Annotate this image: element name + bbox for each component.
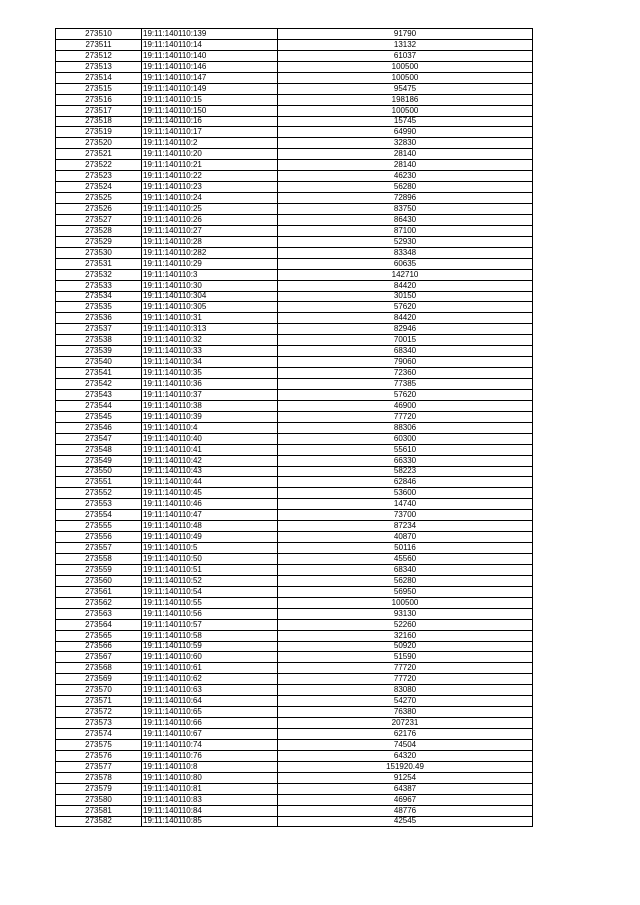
cadastral-number-cell: 19:11:140110:55	[142, 597, 278, 608]
row-number-cell: 273539	[56, 346, 142, 357]
value-cell: 46230	[278, 171, 533, 182]
table-row	[56, 794, 533, 805]
value-cell: 68340	[278, 564, 533, 575]
value-cell: 79060	[278, 357, 533, 368]
value-cell: 56280	[278, 182, 533, 193]
value-cell: 45560	[278, 554, 533, 565]
row-number-cell: 273556	[56, 532, 142, 543]
table-row	[56, 138, 533, 149]
value-cell: 100500	[278, 61, 533, 72]
cadastral-number-cell: 19:11:140110:146	[142, 61, 278, 72]
cadastral-number-cell: 19:11:140110:38	[142, 400, 278, 411]
value-cell: 61037	[278, 50, 533, 61]
row-number-cell: 273516	[56, 94, 142, 105]
row-number-cell: 273511	[56, 39, 142, 50]
table-row	[56, 564, 533, 575]
value-cell: 15745	[278, 116, 533, 127]
table-row	[56, 258, 533, 269]
table-row	[56, 302, 533, 313]
cadastral-number-cell: 19:11:140110:304	[142, 291, 278, 302]
cadastral-number-cell: 19:11:140110:37	[142, 389, 278, 400]
cadastral-number-cell: 19:11:140110:20	[142, 149, 278, 160]
value-cell: 95475	[278, 83, 533, 94]
cadastral-number-cell: 19:11:140110:60	[142, 652, 278, 663]
value-cell: 207231	[278, 718, 533, 729]
table-row	[56, 346, 533, 357]
table-row	[56, 368, 533, 379]
row-number-cell: 273549	[56, 455, 142, 466]
value-cell: 62846	[278, 477, 533, 488]
row-number-cell: 273523	[56, 171, 142, 182]
table-row	[56, 433, 533, 444]
table-row	[56, 696, 533, 707]
table-row	[56, 772, 533, 783]
table-row	[56, 204, 533, 215]
value-cell: 73700	[278, 510, 533, 521]
row-number-cell: 273579	[56, 783, 142, 794]
cadastral-number-cell: 19:11:140110:282	[142, 247, 278, 258]
table-row	[56, 521, 533, 532]
table-row	[56, 61, 533, 72]
row-number-cell: 273518	[56, 116, 142, 127]
table-row	[56, 324, 533, 335]
value-cell: 55610	[278, 444, 533, 455]
cadastral-number-cell: 19:11:140110:26	[142, 214, 278, 225]
value-cell: 40870	[278, 532, 533, 543]
cadastral-number-cell: 19:11:140110:15	[142, 94, 278, 105]
row-number-cell: 273575	[56, 739, 142, 750]
cadastral-number-cell: 19:11:140110:66	[142, 718, 278, 729]
cadastral-number-cell: 19:11:140110:28	[142, 236, 278, 247]
row-number-cell: 273537	[56, 324, 142, 335]
table-row	[56, 225, 533, 236]
value-cell: 53600	[278, 488, 533, 499]
row-number-cell: 273513	[56, 61, 142, 72]
table-row	[56, 149, 533, 160]
cadastral-number-cell: 19:11:140110:40	[142, 433, 278, 444]
row-number-cell: 273568	[56, 663, 142, 674]
cadastral-number-cell: 19:11:140110:27	[142, 225, 278, 236]
row-number-cell: 273544	[56, 400, 142, 411]
cadastral-number-cell: 19:11:140110:46	[142, 499, 278, 510]
cadastral-number-cell: 19:11:140110:150	[142, 105, 278, 116]
cadastral-number-cell: 19:11:140110:58	[142, 630, 278, 641]
cadastral-number-cell: 19:11:140110:84	[142, 805, 278, 816]
table-row	[56, 105, 533, 116]
value-cell: 58223	[278, 466, 533, 477]
table-row	[56, 466, 533, 477]
table-row	[56, 554, 533, 565]
row-number-cell: 273527	[56, 214, 142, 225]
value-cell: 88306	[278, 422, 533, 433]
value-cell: 56950	[278, 586, 533, 597]
row-number-cell: 273562	[56, 597, 142, 608]
cadastral-number-cell: 19:11:140110:47	[142, 510, 278, 521]
value-cell: 46900	[278, 400, 533, 411]
table-row	[56, 444, 533, 455]
row-number-cell: 273540	[56, 357, 142, 368]
table-row	[56, 739, 533, 750]
cadastral-number-cell: 19:11:140110:42	[142, 455, 278, 466]
value-cell: 50116	[278, 543, 533, 554]
value-cell: 84420	[278, 280, 533, 291]
value-cell: 83348	[278, 247, 533, 258]
row-number-cell: 273512	[56, 50, 142, 61]
cadastral-number-cell: 19:11:140110:23	[142, 182, 278, 193]
row-number-cell: 273535	[56, 302, 142, 313]
cadastral-number-cell: 19:11:140110:3	[142, 269, 278, 280]
table-row	[56, 313, 533, 324]
table-row	[56, 422, 533, 433]
value-cell: 54270	[278, 696, 533, 707]
cadastral-number-cell: 19:11:140110:80	[142, 772, 278, 783]
value-cell: 56280	[278, 575, 533, 586]
cadastral-number-cell: 19:11:140110:33	[142, 346, 278, 357]
cadastral-number-cell: 19:11:140110:139	[142, 29, 278, 40]
table-row	[56, 477, 533, 488]
row-number-cell: 273510	[56, 29, 142, 40]
table-row	[56, 357, 533, 368]
cadastral-number-cell: 19:11:140110:31	[142, 313, 278, 324]
row-number-cell: 273522	[56, 160, 142, 171]
value-cell: 57620	[278, 389, 533, 400]
row-number-cell: 273582	[56, 816, 142, 827]
value-cell: 42545	[278, 816, 533, 827]
row-number-cell: 273581	[56, 805, 142, 816]
row-number-cell: 273533	[56, 280, 142, 291]
value-cell: 72360	[278, 368, 533, 379]
table-row	[56, 729, 533, 740]
row-number-cell: 273578	[56, 772, 142, 783]
value-cell: 28140	[278, 149, 533, 160]
cadastral-number-cell: 19:11:140110:30	[142, 280, 278, 291]
row-number-cell: 273564	[56, 619, 142, 630]
value-cell: 77720	[278, 411, 533, 422]
value-cell: 77720	[278, 674, 533, 685]
table-row	[56, 805, 533, 816]
value-cell: 83080	[278, 685, 533, 696]
row-number-cell: 273541	[56, 368, 142, 379]
table-row	[56, 510, 533, 521]
value-cell: 91790	[278, 29, 533, 40]
row-number-cell: 273525	[56, 193, 142, 204]
value-cell: 87100	[278, 225, 533, 236]
value-cell: 198186	[278, 94, 533, 105]
cadastral-number-cell: 19:11:140110:57	[142, 619, 278, 630]
cadastral-number-cell: 19:11:140110:14	[142, 39, 278, 50]
row-number-cell: 273528	[56, 225, 142, 236]
row-number-cell: 273560	[56, 575, 142, 586]
row-number-cell: 273580	[56, 794, 142, 805]
cadastral-number-cell: 19:11:140110:35	[142, 368, 278, 379]
row-number-cell: 273519	[56, 127, 142, 138]
table-row	[56, 707, 533, 718]
table-row	[56, 280, 533, 291]
table-row	[56, 291, 533, 302]
cadastral-number-cell: 19:11:140110:81	[142, 783, 278, 794]
value-cell: 70015	[278, 335, 533, 346]
row-number-cell: 273515	[56, 83, 142, 94]
row-number-cell: 273517	[56, 105, 142, 116]
table-row	[56, 247, 533, 258]
value-cell: 32160	[278, 630, 533, 641]
cadastral-number-cell: 19:11:140110:63	[142, 685, 278, 696]
cadastral-number-cell: 19:11:140110:51	[142, 564, 278, 575]
table-row	[56, 455, 533, 466]
value-cell: 77385	[278, 379, 533, 390]
table-row	[56, 171, 533, 182]
records-table	[55, 28, 533, 827]
row-number-cell: 273536	[56, 313, 142, 324]
value-cell: 60300	[278, 433, 533, 444]
value-cell: 83750	[278, 204, 533, 215]
cadastral-number-cell: 19:11:140110:56	[142, 608, 278, 619]
cadastral-number-cell: 19:11:140110:65	[142, 707, 278, 718]
table-row	[56, 335, 533, 346]
value-cell: 76380	[278, 707, 533, 718]
table-row	[56, 750, 533, 761]
table-row	[56, 411, 533, 422]
cadastral-number-cell: 19:11:140110:29	[142, 258, 278, 269]
value-cell: 57620	[278, 302, 533, 313]
value-cell: 91254	[278, 772, 533, 783]
row-number-cell: 273545	[56, 411, 142, 422]
table-row	[56, 718, 533, 729]
row-number-cell: 273548	[56, 444, 142, 455]
cadastral-number-cell: 19:11:140110:147	[142, 72, 278, 83]
table-row	[56, 543, 533, 554]
cadastral-number-cell: 19:11:140110:59	[142, 641, 278, 652]
table-row	[56, 83, 533, 94]
value-cell: 32830	[278, 138, 533, 149]
table-row	[56, 652, 533, 663]
cadastral-number-cell: 19:11:140110:17	[142, 127, 278, 138]
row-number-cell: 273561	[56, 586, 142, 597]
row-number-cell: 273567	[56, 652, 142, 663]
table-row	[56, 641, 533, 652]
row-number-cell: 273555	[56, 521, 142, 532]
value-cell: 84420	[278, 313, 533, 324]
row-number-cell: 273569	[56, 674, 142, 685]
cadastral-number-cell: 19:11:140110:25	[142, 204, 278, 215]
table-row	[56, 29, 533, 40]
row-number-cell: 273559	[56, 564, 142, 575]
table-row	[56, 586, 533, 597]
cadastral-number-cell: 19:11:140110:67	[142, 729, 278, 740]
cadastral-number-cell: 19:11:140110:64	[142, 696, 278, 707]
row-number-cell: 273526	[56, 204, 142, 215]
value-cell: 68340	[278, 346, 533, 357]
row-number-cell: 273543	[56, 389, 142, 400]
value-cell: 100500	[278, 72, 533, 83]
value-cell: 77720	[278, 663, 533, 674]
cadastral-number-cell: 19:11:140110:54	[142, 586, 278, 597]
cadastral-number-cell: 19:11:140110:49	[142, 532, 278, 543]
value-cell: 87234	[278, 521, 533, 532]
value-cell: 74504	[278, 739, 533, 750]
value-cell: 93130	[278, 608, 533, 619]
table-row	[56, 532, 533, 543]
table-row	[56, 630, 533, 641]
table-row	[56, 116, 533, 127]
row-number-cell: 273570	[56, 685, 142, 696]
cadastral-number-cell: 19:11:140110:52	[142, 575, 278, 586]
cadastral-number-cell: 19:11:140110:76	[142, 750, 278, 761]
row-number-cell: 273547	[56, 433, 142, 444]
value-cell: 51590	[278, 652, 533, 663]
cadastral-number-cell: 19:11:140110:44	[142, 477, 278, 488]
cadastral-number-cell: 19:11:140110:34	[142, 357, 278, 368]
value-cell: 30150	[278, 291, 533, 302]
row-number-cell: 273563	[56, 608, 142, 619]
cadastral-number-cell: 19:11:140110:62	[142, 674, 278, 685]
value-cell: 48776	[278, 805, 533, 816]
value-cell: 64320	[278, 750, 533, 761]
cadastral-number-cell: 19:11:140110:24	[142, 193, 278, 204]
table-row	[56, 72, 533, 83]
cadastral-number-cell: 19:11:140110:5	[142, 543, 278, 554]
table-row	[56, 160, 533, 171]
table-row	[56, 94, 533, 105]
row-number-cell: 273532	[56, 269, 142, 280]
row-number-cell: 273550	[56, 466, 142, 477]
cadastral-number-cell: 19:11:140110:41	[142, 444, 278, 455]
value-cell: 86430	[278, 214, 533, 225]
table-row	[56, 269, 533, 280]
row-number-cell: 273534	[56, 291, 142, 302]
cadastral-number-cell: 19:11:140110:39	[142, 411, 278, 422]
value-cell: 82946	[278, 324, 533, 335]
cadastral-number-cell: 19:11:140110:8	[142, 761, 278, 772]
table-row	[56, 597, 533, 608]
row-number-cell: 273531	[56, 258, 142, 269]
value-cell: 72896	[278, 193, 533, 204]
cadastral-number-cell: 19:11:140110:149	[142, 83, 278, 94]
row-number-cell: 273551	[56, 477, 142, 488]
row-number-cell: 273530	[56, 247, 142, 258]
table-row	[56, 127, 533, 138]
row-number-cell: 273542	[56, 379, 142, 390]
row-number-cell: 273576	[56, 750, 142, 761]
value-cell: 100500	[278, 597, 533, 608]
value-cell: 52930	[278, 236, 533, 247]
value-cell: 100500	[278, 105, 533, 116]
table-row	[56, 389, 533, 400]
table-row	[56, 674, 533, 685]
table-row	[56, 685, 533, 696]
records-body	[56, 29, 533, 827]
value-cell: 66330	[278, 455, 533, 466]
value-cell: 50920	[278, 641, 533, 652]
table-row	[56, 575, 533, 586]
value-cell: 64387	[278, 783, 533, 794]
table-row	[56, 488, 533, 499]
cadastral-number-cell: 19:11:140110:83	[142, 794, 278, 805]
value-cell: 142710	[278, 269, 533, 280]
cadastral-number-cell: 19:11:140110:21	[142, 160, 278, 171]
value-cell: 52260	[278, 619, 533, 630]
value-cell: 46967	[278, 794, 533, 805]
value-cell: 62176	[278, 729, 533, 740]
row-number-cell: 273521	[56, 149, 142, 160]
cadastral-number-cell: 19:11:140110:48	[142, 521, 278, 532]
row-number-cell: 273577	[56, 761, 142, 772]
value-cell: 64990	[278, 127, 533, 138]
cadastral-number-cell: 19:11:140110:61	[142, 663, 278, 674]
row-number-cell: 273557	[56, 543, 142, 554]
table-row	[56, 816, 533, 827]
table-row	[56, 214, 533, 225]
value-cell: 60635	[278, 258, 533, 269]
table-row	[56, 400, 533, 411]
table-row	[56, 379, 533, 390]
row-number-cell: 273554	[56, 510, 142, 521]
table-row	[56, 499, 533, 510]
value-cell: 13132	[278, 39, 533, 50]
row-number-cell: 273572	[56, 707, 142, 718]
cadastral-number-cell: 19:11:140110:313	[142, 324, 278, 335]
row-number-cell: 273573	[56, 718, 142, 729]
row-number-cell: 273552	[56, 488, 142, 499]
row-number-cell: 273571	[56, 696, 142, 707]
row-number-cell: 273565	[56, 630, 142, 641]
row-number-cell: 273558	[56, 554, 142, 565]
table-row	[56, 783, 533, 794]
cadastral-number-cell: 19:11:140110:140	[142, 50, 278, 61]
cadastral-number-cell: 19:11:140110:74	[142, 739, 278, 750]
table-row	[56, 236, 533, 247]
table-row	[56, 50, 533, 61]
row-number-cell: 273546	[56, 422, 142, 433]
table-row	[56, 182, 533, 193]
value-cell: 151920.49	[278, 761, 533, 772]
table-row	[56, 619, 533, 630]
table-row	[56, 608, 533, 619]
row-number-cell: 273514	[56, 72, 142, 83]
row-number-cell: 273520	[56, 138, 142, 149]
table-row	[56, 39, 533, 50]
cadastral-number-cell: 19:11:140110:4	[142, 422, 278, 433]
cadastral-number-cell: 19:11:140110:45	[142, 488, 278, 499]
row-number-cell: 273524	[56, 182, 142, 193]
cadastral-number-cell: 19:11:140110:50	[142, 554, 278, 565]
cadastral-number-cell: 19:11:140110:36	[142, 379, 278, 390]
cadastral-number-cell: 19:11:140110:85	[142, 816, 278, 827]
cadastral-number-cell: 19:11:140110:305	[142, 302, 278, 313]
table-row	[56, 193, 533, 204]
cadastral-number-cell: 19:11:140110:16	[142, 116, 278, 127]
row-number-cell: 273538	[56, 335, 142, 346]
cadastral-number-cell: 19:11:140110:22	[142, 171, 278, 182]
row-number-cell: 273566	[56, 641, 142, 652]
value-cell: 14740	[278, 499, 533, 510]
table-row	[56, 761, 533, 772]
row-number-cell: 273574	[56, 729, 142, 740]
cadastral-number-cell: 19:11:140110:2	[142, 138, 278, 149]
value-cell: 28140	[278, 160, 533, 171]
row-number-cell: 273553	[56, 499, 142, 510]
cadastral-number-cell: 19:11:140110:32	[142, 335, 278, 346]
cadastral-number-cell: 19:11:140110:43	[142, 466, 278, 477]
row-number-cell: 273529	[56, 236, 142, 247]
table-row	[56, 663, 533, 674]
